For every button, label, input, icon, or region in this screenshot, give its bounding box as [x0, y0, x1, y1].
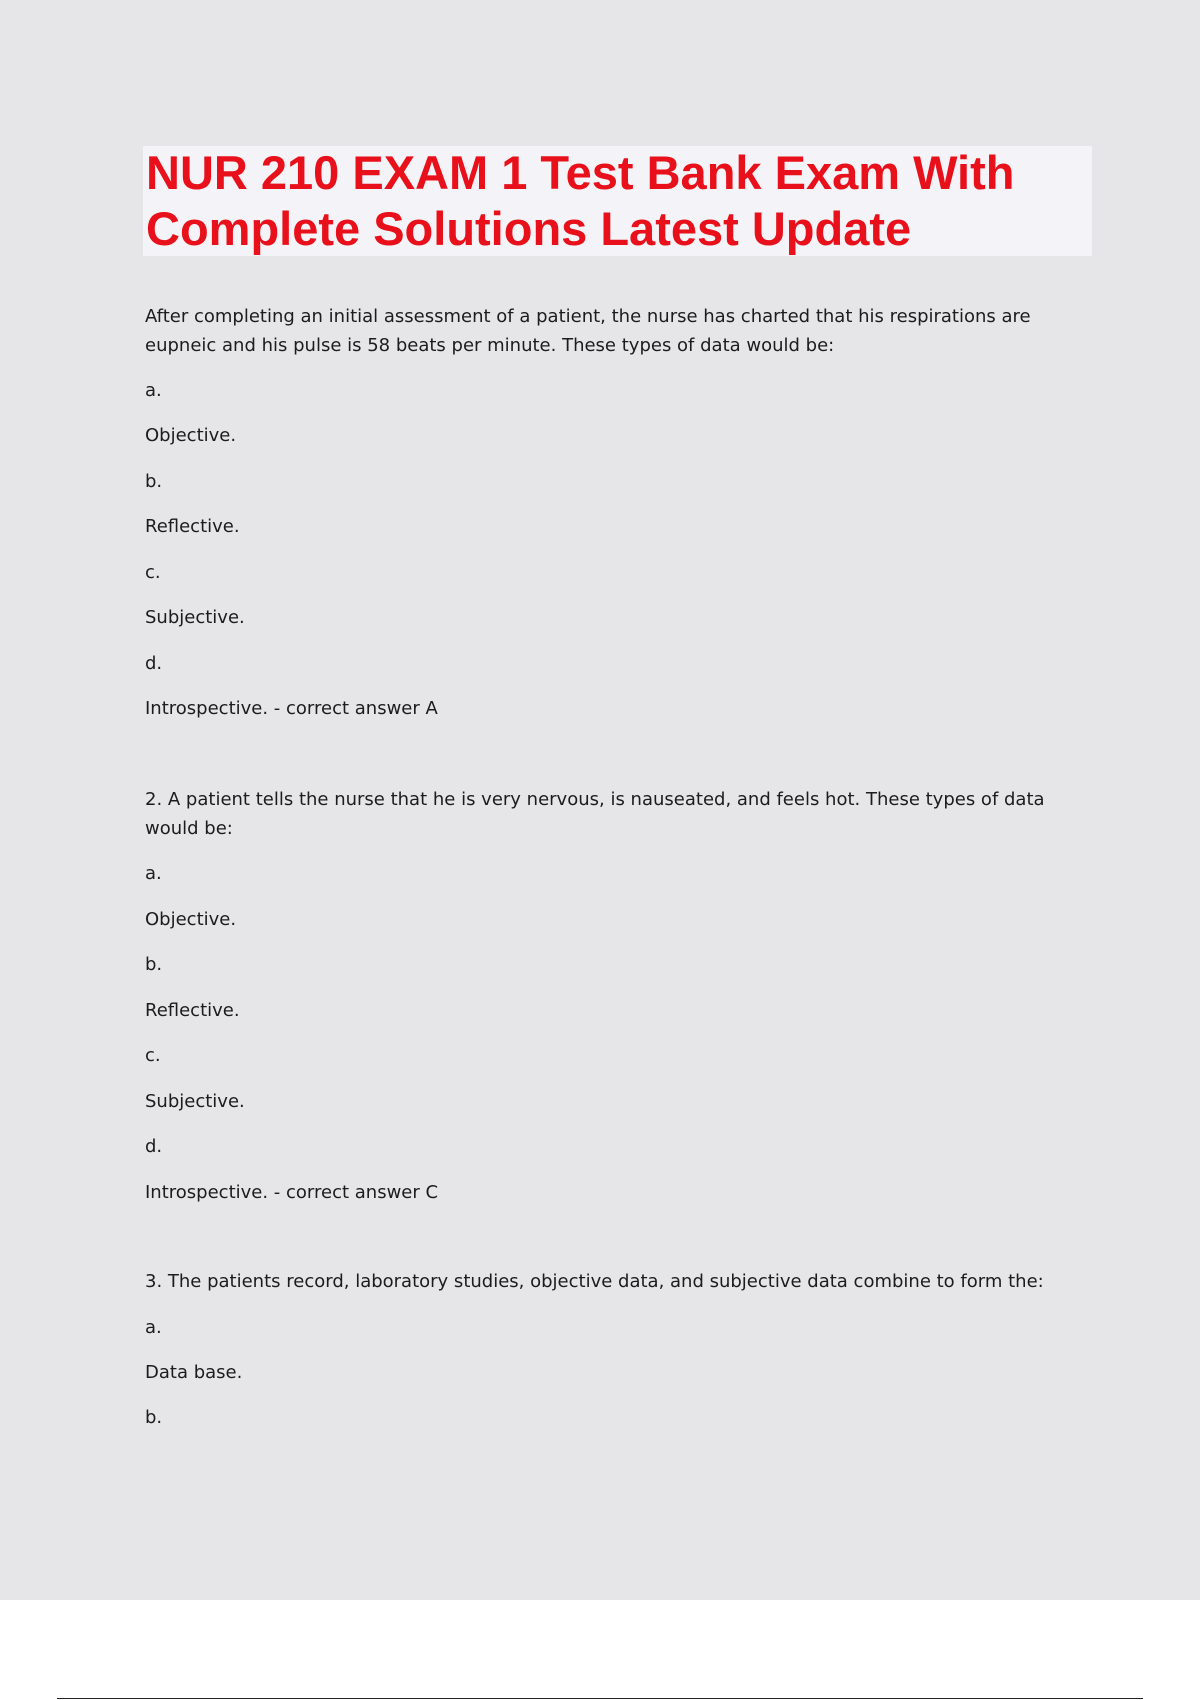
question-1-stem-line-1: After completing an initial assessment of a patient, the nurse has charted that his respirations are: [145, 306, 1031, 327]
question-1-option-a-text: Objective.: [145, 425, 237, 446]
question-2-option-a-text: Objective.: [145, 909, 237, 930]
document-title-line-1: NUR 210 EXAM 1 Test Bank Exam With: [146, 146, 1015, 199]
question-1-stem-line-2: eupneic and his pulse is 58 beats per minute. These types of data would be:: [145, 335, 835, 356]
footer-divider: [57, 1698, 1143, 1699]
question-3-option-b-letter: b.: [145, 1407, 163, 1428]
question-1-option-b-letter: b.: [145, 471, 163, 492]
question-1-option-c-letter: c.: [145, 562, 161, 583]
question-1-option-d-letter: d.: [145, 653, 163, 674]
question-2-option-d-text: Introspective. - correct answer C: [145, 1182, 439, 1203]
question-1-option-a-letter: a.: [145, 380, 162, 401]
question-2-option-c-text: Subjective.: [145, 1091, 245, 1112]
question-3-option-a-text: Data base.: [145, 1362, 243, 1383]
question-2-option-b-letter: b.: [145, 954, 163, 975]
question-3-stem-line-1: 3. The patients record, laboratory studies, objective data, and subjective data combine to form the:: [145, 1271, 1044, 1292]
question-2-stem-line-2: would be:: [145, 818, 233, 839]
question-2-option-c-letter: c.: [145, 1045, 161, 1066]
question-2-stem-line-1: 2. A patient tells the nurse that he is very nervous, is nauseated, and feels hot. These types of data: [145, 789, 1045, 810]
question-3-option-a-letter: a.: [145, 1317, 162, 1338]
question-1-option-b-text: Reflective.: [145, 516, 240, 537]
question-1-option-c-text: Subjective.: [145, 607, 245, 628]
question-2-option-d-letter: d.: [145, 1136, 163, 1157]
question-1-option-d-text: Introspective. - correct answer A: [145, 698, 438, 719]
question-2-option-b-text: Reflective.: [145, 1000, 240, 1021]
document-title-line-2: Complete Solutions Latest Update: [146, 202, 912, 255]
question-2-option-a-letter: a.: [145, 863, 162, 884]
